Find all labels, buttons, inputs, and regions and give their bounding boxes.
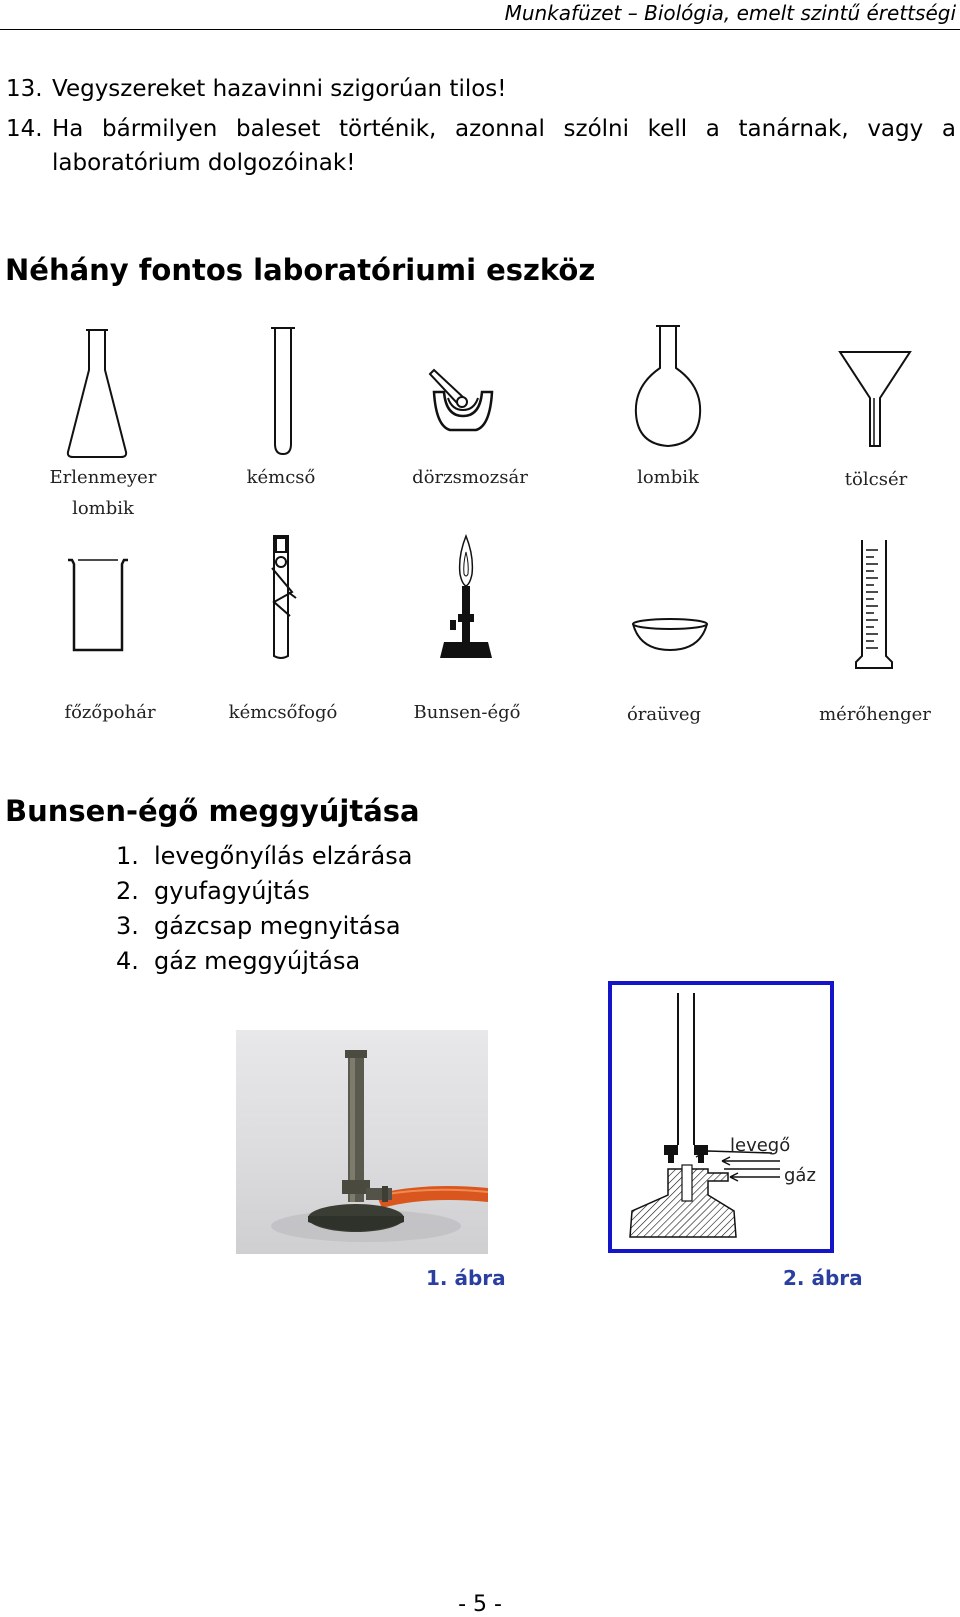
bunsen-burner-photo: [236, 1030, 488, 1254]
funnel-illustration: [838, 350, 912, 450]
rule-text-line: laboratórium dolgozóinak!: [52, 150, 356, 176]
tool-label: Bunsen-égő: [413, 702, 521, 723]
step-number: 4.: [116, 947, 139, 975]
step-number: 3.: [116, 912, 139, 940]
tool-label: tölcsér: [844, 469, 908, 490]
tool-label: mérőhenger: [819, 704, 931, 725]
tool-label: lombik: [637, 467, 699, 488]
bunsen-burner-diagram: [608, 981, 834, 1253]
round-flask-illustration: [630, 324, 706, 450]
mortar-and-pestle-illustration: [428, 368, 498, 438]
rule-number: 14.: [6, 116, 43, 142]
beaker-illustration: [66, 556, 130, 656]
page-number: - 5 -: [458, 1592, 502, 1617]
step-item: [116, 909, 412, 944]
tool-label: lombik: [72, 498, 134, 519]
tool-label: kémcsőfogó: [228, 702, 338, 723]
erlenmeyer-flask-illustration: [62, 326, 132, 460]
tool-label: óraüveg: [626, 704, 702, 725]
gas-label: gáz: [784, 1165, 816, 1186]
step-item: [116, 874, 412, 909]
step-item: [116, 839, 412, 874]
rule-number: 13.: [6, 76, 43, 102]
step-item: [116, 944, 412, 979]
test-tube-illustration: [268, 326, 298, 458]
page-header: [0, 0, 960, 30]
tool-label: főzőpohár: [64, 702, 156, 723]
running-title: Munkafüzet – Biológia, emelt szintű érettségi: [504, 1, 956, 25]
rule-text: Vegyszereket hazavinni szigorúan tilos!: [52, 76, 507, 102]
figure-1-caption: 1. ábra: [426, 1266, 506, 1290]
rule-item: [6, 112, 956, 180]
tool-label: dörzsmozsár: [412, 467, 528, 488]
step-text: levegőnyílás elzárása: [154, 842, 413, 870]
step-text: gáz meggyújtása: [154, 947, 361, 975]
test-tube-holder-illustration: [264, 532, 300, 660]
figure-2-caption: 2. ábra: [783, 1266, 863, 1290]
tools-section-title: Néhány fontos laboratóriumi eszköz: [5, 253, 596, 287]
step-number: 2.: [116, 877, 139, 905]
bunsen-burner-illustration: [436, 534, 496, 664]
tool-label: kémcső: [246, 467, 316, 488]
air-label: levegő: [730, 1135, 791, 1156]
bunsen-section-title: Bunsen-égő meggyújtása: [5, 794, 420, 828]
step-text: gyufagyújtás: [154, 877, 310, 905]
rule-item: [6, 72, 956, 106]
rule-text-block: [52, 112, 956, 180]
watch-glass-illustration: [630, 616, 710, 654]
rules-list: [6, 72, 956, 180]
step-text: gázcsap megnyitása: [154, 912, 401, 940]
graduated-cylinder-illustration: [854, 538, 894, 672]
step-number: 1.: [116, 842, 139, 870]
tool-label: Erlenmeyer: [49, 467, 157, 488]
rule-text-line: Ha bármilyen baleset történik, azonnal szólni kell a tanárnak, vagy a: [52, 116, 956, 142]
bunsen-steps-list: [116, 839, 412, 979]
